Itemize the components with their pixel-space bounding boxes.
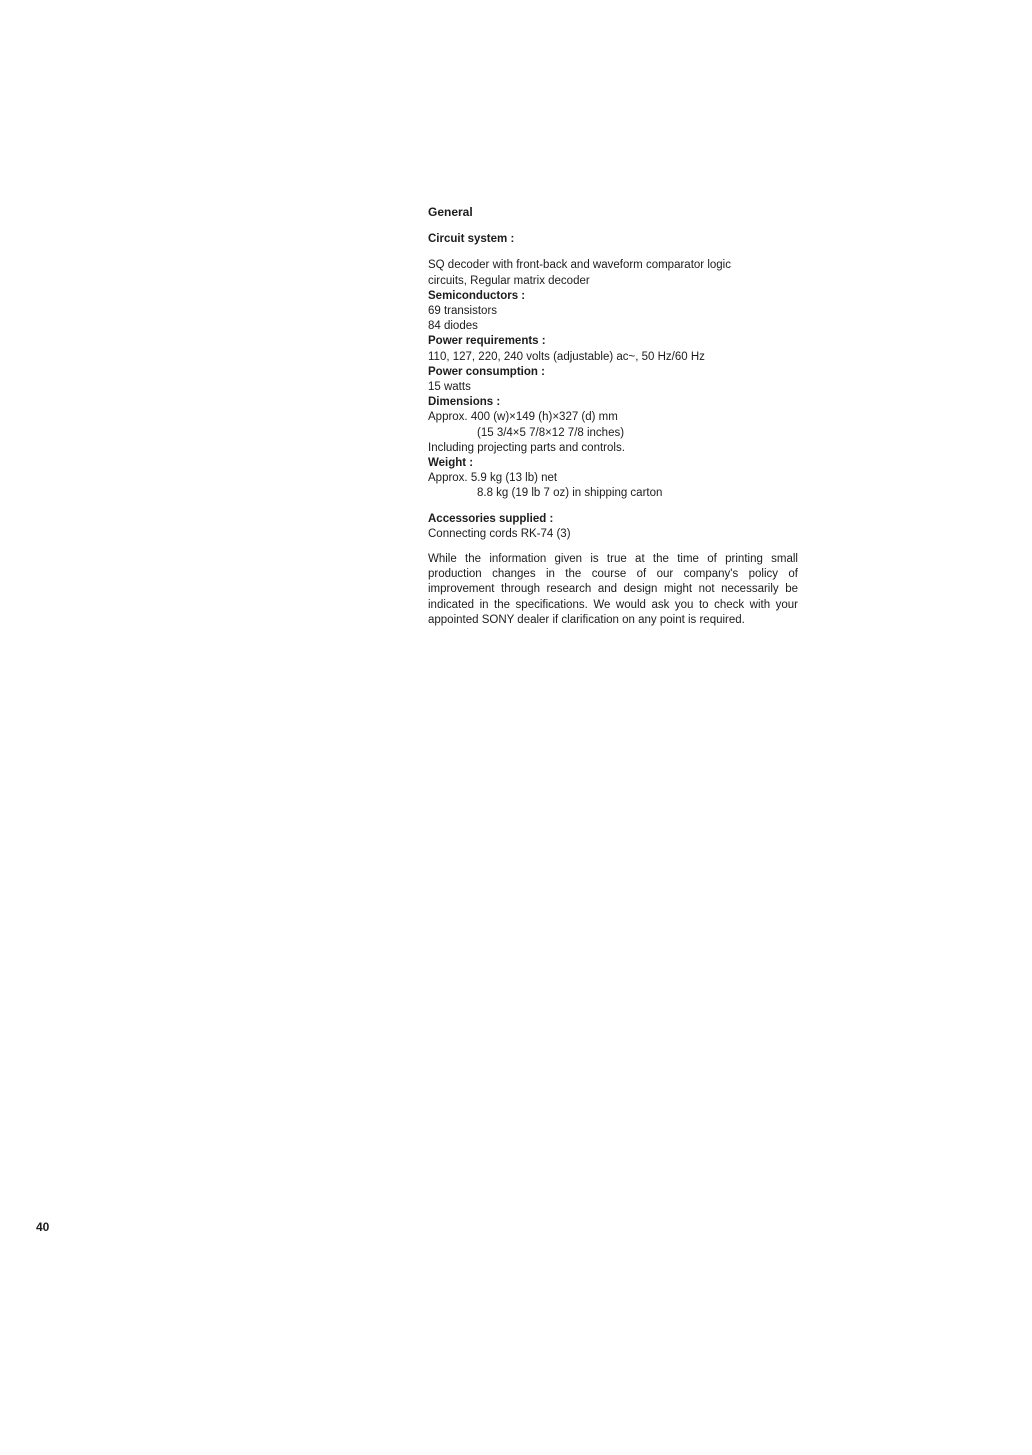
semiconductors-diodes: 84 diodes xyxy=(428,320,478,333)
semiconductors-label: Semiconductors : xyxy=(428,289,526,302)
dimensions-mm: Approx. 400 (w)×149 (h)×327 (d) mm xyxy=(428,411,618,424)
page-number: 40 xyxy=(36,1220,50,1234)
circuit-system-label: Circuit system : xyxy=(428,233,515,246)
weight-shipping: 8.8 kg (19 lb 7 oz) in shipping carton xyxy=(477,487,663,500)
dimensions-label: Dimensions : xyxy=(428,396,501,409)
section-title: General xyxy=(428,205,473,219)
power-consumption-label: Power consumption : xyxy=(428,365,545,378)
circuit-system-line-1: SQ decoder with front-back and waveform comparator logic xyxy=(428,259,731,272)
semiconductors-transistors: 69 transistors xyxy=(428,305,498,318)
power-consumption-value: 15 watts xyxy=(428,381,471,394)
circuit-system-line-2: circuits, Regular matrix decoder xyxy=(428,274,590,287)
weight-label: Weight : xyxy=(428,457,474,470)
power-requirements-value: 110, 127, 220, 240 volts (adjustable) ac~, 50 Hz/60 Hz xyxy=(428,350,705,363)
accessories-value: Connecting cords RK-74 (3) xyxy=(428,527,571,540)
dimensions-note: Including projecting parts and controls. xyxy=(428,441,625,454)
weight-net: Approx. 5.9 kg (13 lb) net xyxy=(428,472,558,485)
accessories-label: Accessories supplied : xyxy=(428,512,554,525)
specifications-section xyxy=(428,205,798,628)
specifications-notice: While the information given is true at the time of printing small production changes in the course of our company's policy of improvement through research and design might not necessarily be indicated in the specifications. We would ask you to check with your appointed SONY dealer if clarification on any point is required. xyxy=(428,553,798,626)
dimensions-inches: (15 3/4×5 7/8×12 7/8 inches) xyxy=(477,426,625,439)
power-requirements-label: Power requirements : xyxy=(428,335,546,348)
